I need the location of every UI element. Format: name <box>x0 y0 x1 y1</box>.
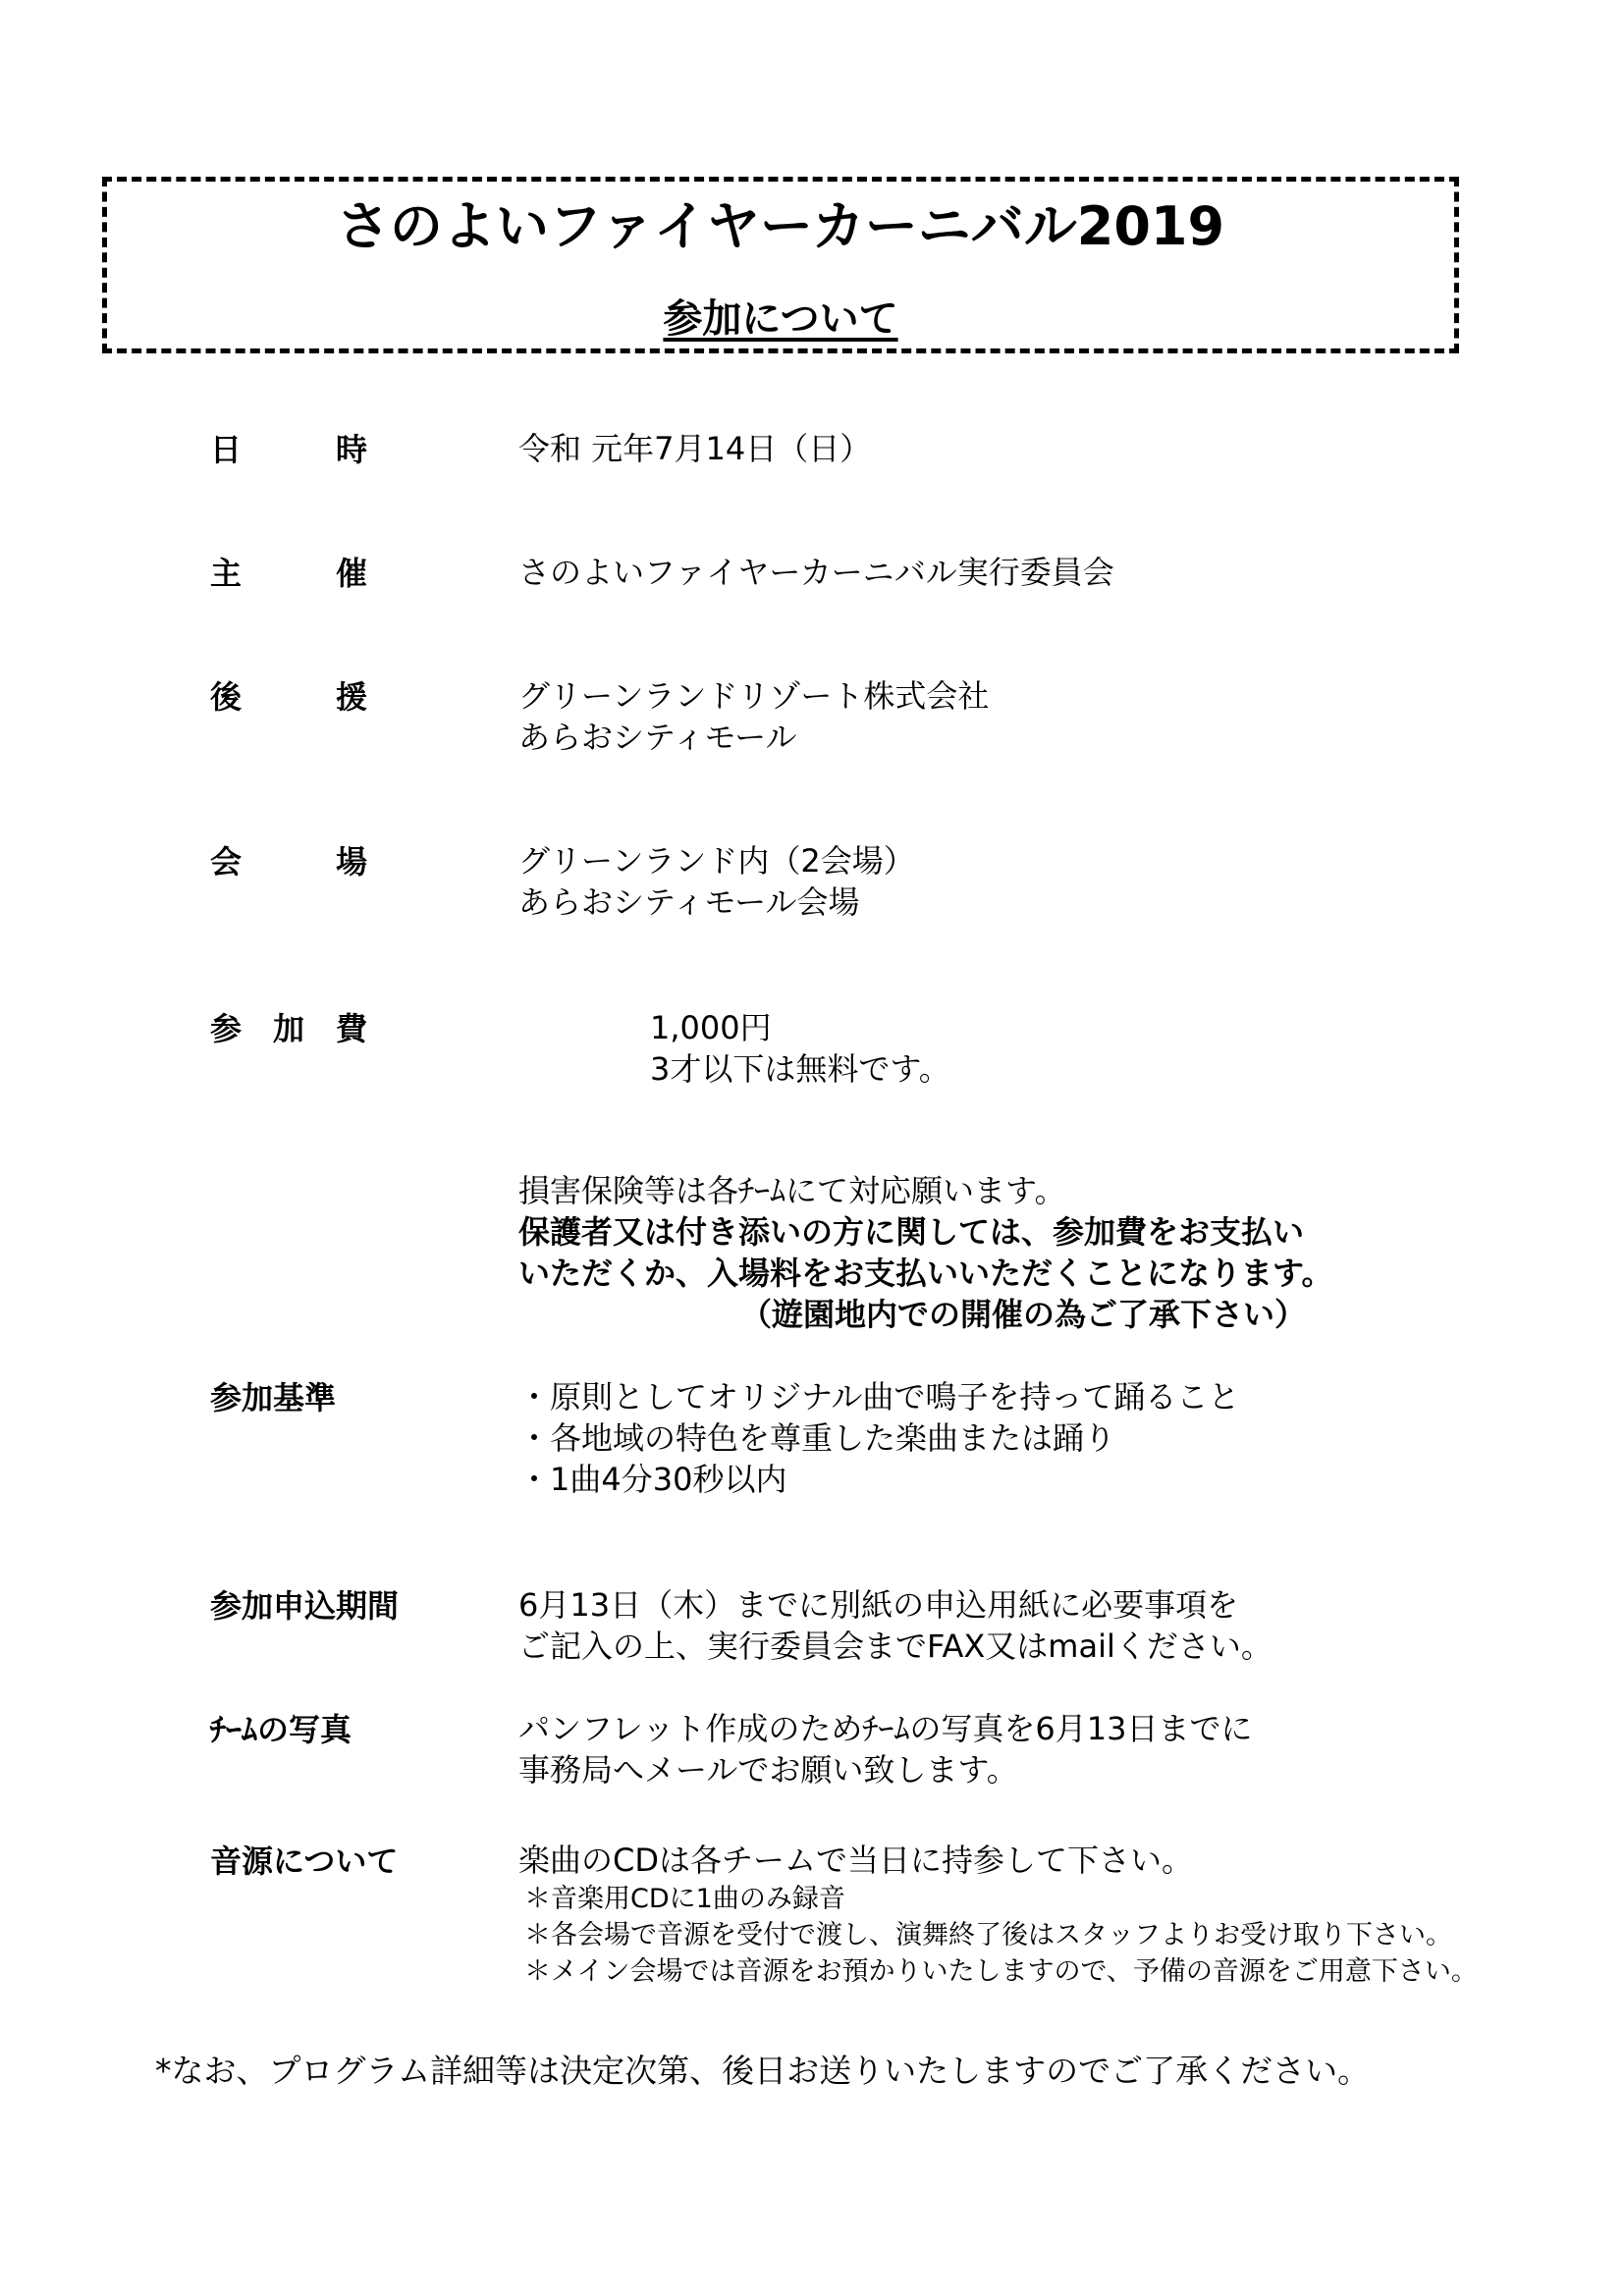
photo-line: パンフレット作成のためﾁｰﾑの写真を6月13日までに <box>518 1710 1253 1747</box>
footer-note: *なお、プログラム詳細等は決定次第、後日お送りいたしますのでご了承ください。 <box>155 2052 1371 2090</box>
support-line: グリーンランドリゾート株式会社 <box>518 677 990 715</box>
support-value <box>518 675 989 758</box>
criteria-item: ・原則としてオリジナル曲で鳴子を持って踊ること <box>518 1378 1240 1415</box>
application-line: ご記入の上、実行委員会までFAX又はmailください。 <box>518 1628 1272 1665</box>
application-label: 参加申込期間 <box>210 1587 400 1625</box>
music-note: ＊音楽用CDに1曲のみ録音 <box>524 1884 845 1914</box>
venue-value <box>518 840 915 923</box>
organizer-value <box>518 552 1114 593</box>
guardian-note-reason: （遊園地内での開催の為ご了承下さい） <box>740 1296 1307 1333</box>
fee-free-note: 3才以下は無料です。 <box>650 1050 950 1088</box>
date-line: 令和 元年7月14日（日） <box>518 430 872 467</box>
photo-line: 事務局へメールでお願い致します。 <box>518 1751 1018 1789</box>
insurance-value <box>518 1170 1332 1335</box>
guardian-note-line: 保護者又は付き添いの方に関しては、参加費をお支払い <box>518 1213 1305 1251</box>
fee-value <box>518 1007 950 1090</box>
organizer-line: さのよいファイヤーカーニバル実行委員会 <box>518 554 1114 591</box>
page-title: さのよいファイヤーカーニバル2019 <box>336 195 1225 257</box>
photo-value <box>518 1708 1252 1790</box>
organizer-label: 主 催 <box>210 555 368 592</box>
page-subtitle: 参加について <box>663 296 898 342</box>
application-value <box>518 1584 1272 1667</box>
title-box <box>102 177 1459 353</box>
music-line: 楽曲のCDは各チームで当日に持参して下さい。 <box>518 1842 1193 1879</box>
music-value <box>518 1840 1478 1990</box>
fee-amount: 1,000円 <box>650 1009 772 1046</box>
criteria-value <box>518 1376 1239 1500</box>
date-label: 日 時 <box>210 431 368 468</box>
venue-label: 会 場 <box>210 843 368 881</box>
criteria-label: 参加基準 <box>210 1379 337 1416</box>
venue-line: あらおシティモール会場 <box>518 883 860 921</box>
date-value <box>518 428 871 469</box>
music-label: 音源について <box>210 1842 399 1880</box>
support-label: 後 援 <box>210 678 368 716</box>
guardian-note-line: いただくか、入場料をお支払いいただくことになります。 <box>518 1255 1333 1292</box>
fee-label: 参 加 費 <box>210 1010 368 1047</box>
criteria-item: ・1曲4分30秒以内 <box>518 1461 787 1498</box>
criteria-item: ・各地域の特色を尊重した楽曲または踊り <box>518 1419 1116 1457</box>
application-line: 6月13日（木）までに別紙の申込用紙に必要事項を <box>518 1586 1239 1624</box>
music-note: ＊各会場で音源を受付で渡し、演舞終了後はスタッフよりお受け取り下さい。 <box>524 1920 1452 1950</box>
photo-label: ﾁｰﾑの写真 <box>210 1711 352 1748</box>
support-line: あらおシティモール <box>518 719 797 756</box>
venue-line: グリーンランド内（2会場） <box>518 842 915 880</box>
music-note: ＊メイン会場では音源をお預かりいたしますので、予備の音源をご用意下さい。 <box>524 1956 1478 1987</box>
insurance-line: 損害保険等は各ﾁｰﾑにて対応願います。 <box>518 1172 1066 1209</box>
